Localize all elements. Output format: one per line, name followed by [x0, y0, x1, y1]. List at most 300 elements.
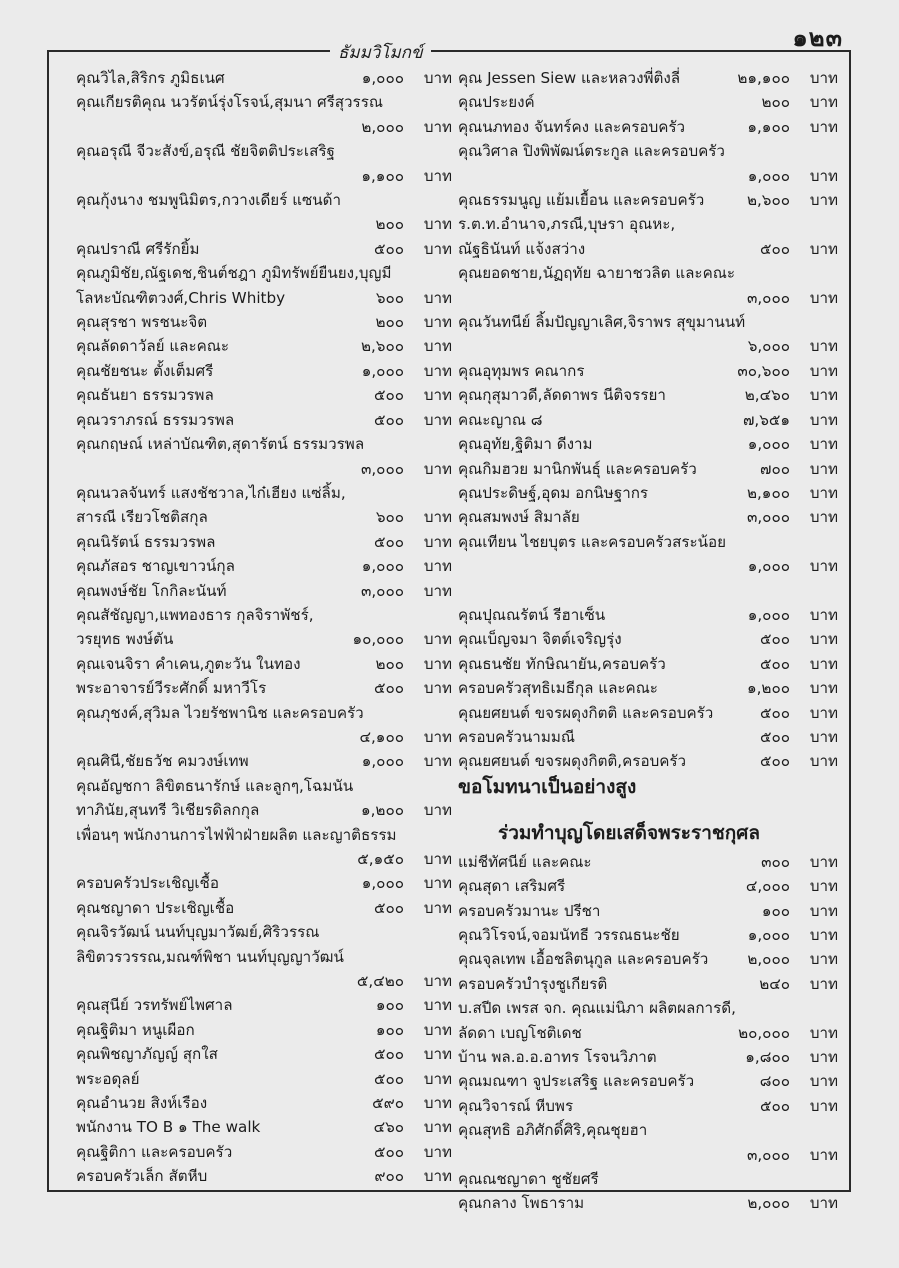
donation-amount: ๑,๒๐๐	[746, 679, 790, 698]
donor-amount-row	[458, 554, 838, 578]
donor-entry	[76, 579, 452, 603]
amount-group	[361, 164, 452, 188]
donor-amount-row	[76, 164, 452, 188]
donor-name: คุณกฤษณ์ เหล่าบัณฑิต,สุดารัตน์ ธรรมวรพล	[76, 435, 365, 454]
currency-unit: บาท	[423, 313, 452, 332]
amount-group	[732, 1021, 838, 1045]
currency-unit: บาท	[423, 1020, 452, 1039]
donation-amount: ๒๐๐	[761, 93, 790, 112]
amount-group	[731, 66, 838, 90]
donor-row	[458, 1191, 838, 1215]
donor-amount-row	[76, 847, 452, 871]
currency-unit: บาท	[809, 1145, 838, 1164]
currency-unit: บาท	[423, 727, 452, 746]
currency-unit: บาท	[423, 630, 452, 649]
donation-amount: ๑,๐๐๐	[747, 605, 790, 624]
donation-amount: ๑,๐๐๐	[361, 69, 404, 87]
donor-entry	[458, 725, 838, 749]
donor-name: พนักงาน TO B ๑ The walk	[76, 1118, 261, 1137]
donor-entry	[76, 652, 452, 676]
donation-amount: ๑,๐๐๐	[747, 166, 790, 185]
donor-row	[458, 432, 838, 456]
donor-entry	[458, 899, 838, 923]
donor-name: คุณ Jessen Siew และหลวงพี่ติงลี่	[458, 69, 681, 87]
donor-name: คุณวราภรณ์ ธรรมวรพล	[76, 410, 235, 429]
donor-entry	[76, 188, 452, 237]
donation-amount: ๑๐,๐๐๐	[352, 630, 404, 649]
page-number: ๑๒๓	[792, 24, 843, 52]
currency-unit: บาท	[423, 1118, 452, 1137]
amount-group	[754, 627, 838, 651]
donor-entry	[458, 874, 838, 898]
amount-group	[754, 1094, 838, 1118]
donor-row	[458, 481, 838, 505]
donor-name: คุณปราณี ศรีรักยิ้ม	[76, 239, 200, 258]
donor-entry	[76, 993, 452, 1017]
amount-group	[741, 676, 838, 700]
donor-name: คุณเกียรติคุณ นวรัตน์รุ่งโรจน์,สุมนา ศรีสุวรรณ	[76, 93, 383, 112]
donation-amount: ๕๐๐	[373, 386, 404, 405]
amount-group	[368, 237, 452, 261]
amount-group	[748, 554, 838, 578]
donor-amount-row	[458, 1143, 838, 1167]
amount-group	[357, 969, 452, 993]
donor-entry	[76, 1018, 452, 1042]
donor-name: ครอบครัวนามมณี	[458, 727, 575, 746]
currency-unit: บาท	[423, 117, 452, 136]
currency-unit: บาท	[423, 679, 452, 698]
amount-group	[368, 1042, 452, 1066]
currency-unit: บาท	[809, 435, 838, 454]
donor-name: คุณสมพงษ์ สิมาลัย	[458, 508, 580, 527]
currency-unit: บาท	[423, 1142, 452, 1161]
currency-unit: บาท	[423, 215, 452, 234]
donor-entry	[458, 188, 838, 212]
amount-group	[740, 874, 838, 898]
currency-unit: บาท	[423, 410, 452, 429]
donation-amount: ๒,๐๐๐	[361, 117, 404, 136]
donor-entry	[458, 66, 838, 90]
donor-row	[458, 457, 838, 481]
currency-unit: บาท	[423, 1045, 452, 1064]
donor-entry	[76, 774, 452, 823]
donation-amount: ๕๐๐	[759, 630, 790, 649]
currency-unit: บาท	[423, 166, 452, 185]
donor-row	[76, 310, 452, 334]
donor-name: คุณนภทอง จันทร์คง และครอบครัว	[458, 117, 686, 136]
donation-amount: ๑,๐๐๐	[747, 557, 790, 576]
amount-group	[368, 1067, 452, 1091]
currency-unit: บาท	[809, 117, 838, 136]
donor-name: ลิขิตวรวรรณ,มณฑ์พิชา นนท์บุญญาวัฒน์	[76, 947, 344, 966]
donation-amount: ๕๐๐	[759, 727, 790, 746]
currency-unit: บาท	[809, 191, 838, 210]
donor-name: ร.ต.ท.อำนาจ,ภรณี,บุษรา อุณหะ,	[458, 215, 676, 234]
donation-amount: ๑,๑๐๐	[361, 166, 404, 185]
currency-unit: บาท	[423, 69, 452, 87]
donor-entry	[458, 603, 838, 627]
donor-entry	[458, 1191, 838, 1215]
currency-unit: บาท	[809, 1096, 838, 1115]
donor-name: คุณยศยนต์ ขจรผดุงกิตติ,ครอบครัว	[458, 752, 687, 771]
currency-unit: บาท	[809, 852, 838, 871]
donor-name: คุณพงษ์ชัย โกกิละนันท์	[76, 581, 227, 600]
donation-amount: ๓๐,๖๐๐	[737, 361, 790, 380]
donor-name: คุณฐิติกา และครอบครัว	[76, 1142, 233, 1161]
donor-entry	[76, 237, 452, 261]
donor-name: ทาภินัย,สุนทรี วิเชียรดิลกกุล	[76, 801, 260, 820]
currency-unit: บาท	[809, 1072, 838, 1091]
donation-amount: ๒๔๐	[759, 974, 790, 993]
donor-name: คุณธันยา ธรรมวรพล	[76, 386, 214, 405]
donor-name: คุณภัสอร ชาญเขาวน์กุล	[76, 557, 235, 576]
donor-name: คุณนิรัตน์ ธรรมวรพล	[76, 532, 216, 551]
donor-row	[76, 579, 452, 603]
amount-group	[754, 749, 838, 773]
royal-section-heading: ร่วมทำบุญโดยเสด็จพระราชกุศล	[498, 821, 760, 844]
amount-group	[741, 947, 838, 971]
donor-name: คุณณชญาดา ชูชัยศรี	[458, 1170, 599, 1189]
currency-unit: บาท	[809, 1023, 838, 1042]
donor-entry	[458, 1045, 838, 1069]
amount-group	[739, 1045, 838, 1069]
currency-unit: บาท	[423, 361, 452, 380]
donor-name: คุณภูมิชัย,ณัฐเดช,ชินต์ชฎา ภูมิทรัพย์ยืนยง,บุญมี	[76, 264, 392, 283]
donor-row	[458, 947, 838, 971]
donor-name: คุณวิศาล ปิงพิพัฒน์ตระกูล และครอบครัว	[458, 142, 725, 161]
donor-entry	[76, 334, 452, 358]
currency-unit: บาท	[809, 69, 838, 87]
donation-amount: ๙๐๐	[374, 1167, 404, 1186]
donation-amount: ๕๐๐	[373, 239, 404, 258]
donor-row	[458, 1021, 838, 1045]
donor-entry	[76, 1115, 452, 1139]
donor-name: คุณอุทุมพร คณากร	[458, 361, 585, 380]
donation-amount: ๒๑,๑๐๐	[737, 69, 790, 87]
donor-name: วรยุทธ พงษ์ตัน	[76, 630, 174, 649]
amount-group	[741, 505, 838, 529]
amount-group	[756, 899, 838, 923]
donor-name: คุณอรุณี จีวะสังข์,อรุณี ชัยจิตติประเสริฐ	[76, 142, 335, 161]
amount-group	[748, 164, 838, 188]
donor-name: คุณสุดา เสริมศรี	[458, 877, 566, 896]
donor-row	[76, 676, 452, 700]
amount-group	[754, 457, 838, 481]
amount-group	[361, 457, 452, 481]
amount-group	[370, 1018, 452, 1042]
amount-group	[754, 1069, 838, 1093]
donation-amount: ๔,๑๐๐	[359, 727, 404, 746]
donor-amount-row	[76, 212, 452, 236]
amount-group	[742, 923, 838, 947]
donation-amount: ๒,๐๐๐	[747, 1194, 790, 1213]
donation-amount: ๑,๐๐๐	[747, 925, 790, 944]
currency-unit: บาท	[423, 581, 452, 600]
donor-row	[458, 874, 838, 898]
currency-unit: บาท	[423, 996, 452, 1015]
donor-entry	[458, 115, 838, 139]
donation-amount: ๒๐,๐๐๐	[738, 1023, 790, 1042]
donor-entry	[76, 1140, 452, 1164]
amount-group	[747, 1143, 838, 1167]
currency-unit: บาท	[809, 288, 838, 307]
currency-unit: บาท	[423, 1094, 452, 1113]
donor-row	[76, 1091, 452, 1115]
donor-name: คุณพิชญาภัญญ์ สุกใส	[76, 1045, 218, 1064]
donation-amount: ๔๖๐	[373, 1118, 404, 1137]
donor-entry	[458, 1069, 838, 1093]
donor-row	[458, 652, 838, 676]
donor-row	[458, 505, 838, 529]
donor-row	[76, 286, 452, 310]
donor-entry	[458, 530, 838, 579]
donor-name: คุณประยงค์	[458, 93, 535, 112]
donor-row	[76, 1140, 452, 1164]
donor-row	[76, 359, 452, 383]
donor-row	[458, 627, 838, 651]
amount-group	[739, 383, 838, 407]
currency-unit: บาท	[809, 239, 838, 258]
donor-name: ณัฐธินันท์ แจ้งสว่าง	[458, 239, 586, 258]
donation-amount: ๕๐๐	[373, 1142, 404, 1161]
donation-amount: ๕๐๐	[759, 703, 790, 722]
donor-name: คณะญาณ ๘	[458, 410, 543, 429]
donor-row	[458, 237, 838, 261]
donor-row	[76, 530, 452, 554]
donor-name: คุณวิไล,สิริกร ภูมิธเนศ	[76, 69, 225, 87]
donor-amount-row	[76, 457, 452, 481]
currency-unit: บาท	[423, 337, 452, 356]
donor-row	[458, 408, 838, 432]
donation-amount: ๑,๐๐๐	[747, 435, 790, 454]
donor-name: คุณสุรชา พรชนะจิต	[76, 313, 208, 332]
donation-amount: ๓,๐๐๐	[746, 508, 790, 527]
currency-unit: บาท	[809, 337, 838, 356]
donation-amount: ๕๐๐	[373, 532, 404, 551]
amount-group	[370, 286, 452, 310]
amount-group	[369, 310, 452, 334]
donor-name: คุณนวลจันทร์ แสงชัชวาล,ไก๋เฮียง แซ่ลิ้ม,	[76, 483, 346, 502]
donor-name: คุณมณฑา จูประเสริฐ และครอบครัว	[458, 1072, 695, 1091]
donation-amount: ๖,๐๐๐	[747, 337, 790, 356]
donor-row	[76, 505, 452, 529]
donation-amount: ๕๐๐	[373, 898, 404, 917]
donor-name: ครอบครัวเล็ก สัตหีบ	[76, 1167, 208, 1186]
amount-group	[356, 66, 452, 90]
donor-name: ครอบครัวสุทธิเมธีกุล และคณะ	[458, 679, 658, 698]
donor-name: คุณกลาง โพธาราม	[458, 1194, 585, 1213]
donor-name: คุณสุทธิ อภิศักดิ์ศิริ,คุณชุยฮา	[458, 1121, 648, 1140]
currency-unit: บาท	[809, 950, 838, 969]
donor-row	[458, 90, 838, 114]
donor-entry	[458, 408, 838, 432]
currency-unit: บาท	[423, 386, 452, 405]
donor-row	[76, 237, 452, 261]
currency-unit: บาท	[809, 410, 838, 429]
donor-row	[458, 1094, 838, 1118]
donor-entry	[76, 432, 452, 481]
donor-name: ครอบครัวบำรุงชูเกียรติ	[458, 974, 608, 993]
amount-group	[355, 798, 452, 822]
donor-entry	[76, 554, 452, 578]
donor-row	[458, 359, 838, 383]
donor-entry	[458, 212, 838, 261]
donor-row	[76, 652, 452, 676]
donation-amount: ๑๐๐	[761, 901, 790, 920]
currency-unit: บาท	[423, 654, 452, 673]
currency-unit: บาท	[809, 386, 838, 405]
donation-amount: ๑,๐๐๐	[361, 557, 404, 576]
amount-group	[368, 1115, 452, 1139]
amount-group	[356, 359, 452, 383]
donor-entry	[76, 871, 452, 895]
donation-amount: ๕๐๐	[373, 1045, 404, 1064]
donation-amount: ๓,๐๐๐	[360, 459, 404, 478]
amount-group	[359, 725, 452, 749]
amount-group	[754, 725, 838, 749]
currency-unit: บาท	[809, 508, 838, 527]
donor-amount-row	[76, 725, 452, 749]
donor-entry	[76, 896, 452, 920]
currency-unit: บาท	[809, 654, 838, 673]
donor-column-right	[458, 66, 838, 1216]
amount-group	[368, 1164, 452, 1188]
donation-amount: ๕๐๐	[759, 239, 790, 258]
donor-row	[458, 188, 838, 212]
currency-unit: บาท	[809, 1194, 838, 1213]
donor-name: คุณเบ็ญจมา จิตต์เจริญรุ่ง	[458, 630, 622, 649]
donor-entry	[458, 627, 838, 651]
donor-row	[76, 334, 452, 358]
donor-row	[76, 627, 452, 651]
donor-entry	[76, 139, 452, 188]
donor-name: คุณภุชงค์,สุวิมล ไวยรัชพานิช และครอบครัว	[76, 703, 364, 722]
donor-row	[458, 1069, 838, 1093]
donor-amount-row	[458, 286, 838, 310]
currency-unit: บาท	[423, 508, 452, 527]
currency-unit: บาท	[423, 801, 452, 820]
amount-group	[357, 847, 452, 871]
amount-group	[369, 652, 452, 676]
donor-name: คุณอำนวย สิงห์เรือง	[76, 1094, 208, 1113]
donation-amount: ๘๐๐	[759, 1072, 790, 1091]
donor-entry	[76, 701, 452, 750]
donation-amount: ๒๐๐	[375, 215, 404, 234]
currency-unit: บาท	[809, 459, 838, 478]
amount-group	[356, 871, 452, 895]
amount-group	[368, 1140, 452, 1164]
donor-name: คุณกุสุมาวดี,ลัดดาพร นีติจรรยา	[458, 386, 666, 405]
donor-entry	[76, 1042, 452, 1066]
donor-entry	[76, 823, 452, 872]
donor-row	[458, 1167, 838, 1191]
donor-entry	[458, 923, 838, 947]
donor-entry	[76, 359, 452, 383]
donor-entry	[76, 261, 452, 310]
donation-amount: ๒,๖๐๐	[360, 337, 404, 356]
amount-group	[375, 212, 452, 236]
donor-row	[458, 383, 838, 407]
amount-group	[741, 481, 838, 505]
donation-amount: ๓,๐๐๐	[360, 581, 404, 600]
donor-name: บ้าน พล.อ.อ.อาทร โรจนวิภาต	[458, 1048, 657, 1067]
currency-unit: บาท	[809, 93, 838, 112]
donor-row	[76, 1067, 452, 1091]
donor-name: คุณยศยนต์ ขจรผดุงกิตติ และครอบครัว	[458, 703, 714, 722]
donor-entry	[458, 676, 838, 700]
currency-unit: บาท	[423, 1167, 452, 1186]
donor-row	[76, 408, 452, 432]
currency-unit: บาท	[423, 874, 452, 893]
amount-group	[355, 579, 452, 603]
donation-amount: ๒๐๐	[375, 313, 404, 332]
donation-amount: ๖๐๐	[375, 288, 404, 307]
donation-amount: ๕๐๐	[759, 752, 790, 771]
donor-entry	[458, 652, 838, 676]
currency-unit: บาท	[809, 752, 838, 771]
running-head: ธัมมวิโมกข์	[330, 39, 431, 66]
currency-unit: บาท	[809, 877, 838, 896]
donor-entry	[458, 359, 838, 383]
donation-amount: ๑,๐๐๐	[361, 874, 404, 893]
amount-group	[741, 1191, 838, 1215]
donor-entry	[458, 457, 838, 481]
currency-unit: บาท	[423, 972, 452, 991]
amount-group	[361, 115, 452, 139]
donor-row	[76, 1018, 452, 1042]
donor-name: คุณชัยชนะ ตั้งเต็มศรี	[76, 361, 214, 380]
donor-row	[76, 749, 452, 773]
donor-entry	[458, 432, 838, 456]
donor-name: พระอาจารย์วีระศักดิ์ มหาวีโร	[76, 679, 267, 698]
donation-amount: ๕,๔๒๐	[356, 972, 404, 991]
donor-name: คุณจิรวัฒน์ นนท์บุญมาวัฒย์,ศิริวรรณ	[76, 923, 320, 942]
donor-row	[76, 1164, 452, 1188]
amount-group	[346, 627, 452, 651]
donor-entry	[458, 310, 838, 359]
donor-amount-row	[458, 164, 838, 188]
donation-amount: ๕๐๐	[759, 1096, 790, 1115]
donor-name: คุณกุ้งนาง ชมพูนิมิตร,กวางเดียร์ แซนด้า	[76, 191, 342, 210]
donor-row	[76, 383, 452, 407]
donor-row	[458, 676, 838, 700]
amount-group	[753, 972, 838, 996]
donor-name: คุณปุณณรัตน์ รีฮาเซ็น	[458, 605, 606, 624]
amount-group	[370, 993, 452, 1017]
currency-unit: บาท	[809, 361, 838, 380]
donation-amount: ๓,๐๐๐	[746, 1145, 790, 1164]
donor-name: คุณสุนีย์ วรทรัพย์ไพศาล	[76, 996, 233, 1015]
donor-entry	[458, 481, 838, 505]
donation-amount: ๑,๐๐๐	[361, 361, 404, 380]
donor-entry	[458, 261, 838, 310]
donor-name: คุณธรรมนูญ แย้มเยื้อน และครอบครัว	[458, 191, 705, 210]
donation-amount: ๓,๐๐๐	[746, 288, 790, 307]
donor-name: คุณอุทัย,ฐิติมา ดีงาม	[458, 435, 593, 454]
donation-amount: ๕๐๐	[373, 1069, 404, 1088]
amount-group	[368, 896, 452, 920]
donor-name: คุณวันทนีย์ ลิ้มปัญญาเลิศ,จิราพร สุขุมานนท์	[458, 313, 746, 332]
amount-group	[741, 188, 838, 212]
currency-unit: บาท	[809, 974, 838, 993]
closing-heading: ขอโมทนาเป็นอย่างสูง	[458, 775, 637, 798]
donation-amount: ๑๐๐	[375, 1020, 404, 1039]
donor-name: คุณยอดชาย,นัฏฤทัย ฉายาชวลิต และคณะ	[458, 264, 736, 283]
donor-entry	[458, 749, 838, 773]
donation-amount: ๑๐๐	[375, 996, 404, 1015]
donor-entry	[458, 1094, 838, 1118]
donor-row	[458, 725, 838, 749]
